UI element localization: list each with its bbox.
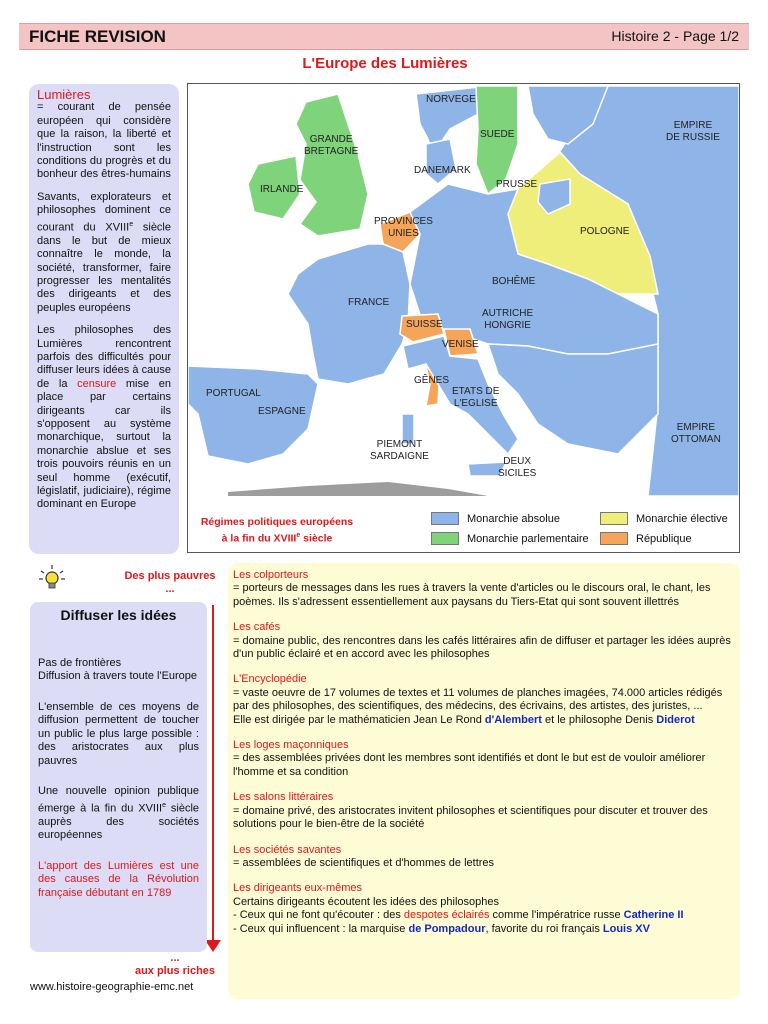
europe-map-shapes xyxy=(188,84,739,496)
map-label-boheme: BOHÊME xyxy=(492,276,536,287)
map-label-russie: EMPIRE DE RUSSIE xyxy=(666,120,720,143)
europe-map xyxy=(187,83,740,553)
lumieres-censure: Les philosophes des Lumières rencontrent parfois des difficultés pour diffuser leurs idées à cause de la censure mise en place par certains dirigeants car ils s'opposent au système monarchique, surtout la monarchie abslue et ses trois pouvoirs réunis en un seul homme (exécutif, législatif, judiciaire), régime dominant en Europe xyxy=(37,324,171,511)
map-label-empire-ottoman: EMPIRE OTTOMAN xyxy=(671,422,721,445)
legend-monarchie-elective: Monarchie élective xyxy=(600,512,728,525)
map-label-etats-eglise: ETATS DE L'EGLISE xyxy=(452,386,500,409)
map-legend-title: Régimes politiques européens à la fin du XVIIIe siècle xyxy=(200,516,354,545)
map-label-pologne: POLOGNE xyxy=(580,226,630,237)
mean-dirigeants: Les dirigeants eux-mêmes Certains dirigeants écoutent les idées des philosophes - Ceux qui ne font qu'écouter : des despotes éclairés comme l'impératrice russe Catherine II - Ceux qui influencent : la marquise de Pompadour, favorite du roi français Louis XV xyxy=(233,882,684,935)
diffuser-revolution: L'apport des Lumières est une des causes de la Révolution française débutant en 1789 xyxy=(38,859,199,899)
legend-swatch xyxy=(431,512,459,525)
map-label-suede: SUEDE xyxy=(480,129,515,140)
map-label-danemark: DANEMARK xyxy=(414,165,471,176)
lumieres-definition: = courant de pensée européen qui considère que la raison, la liberté et l'instruction sont les conditions du progrès et du bonheur des êtres-humains xyxy=(37,101,171,181)
lumieres-title: Lumières xyxy=(37,87,91,102)
page-header xyxy=(19,23,749,50)
label-plus-riches: ... aux plus riches xyxy=(134,952,216,977)
mean-colporteurs: Les colporteurs = porteurs de messages dans les rues à travers la vente d'articles ou le discours oral, le chant, les poèmes. Ils s'adressent essentiellement aux paysans du Tiers-Etat qui sont souvent illettrés xyxy=(233,569,711,608)
mean-encyclopedie: L'Encyclopédie = vaste oeuvre de 17 volumes de textes et 11 volumes de planches imagées, 74.000 articles rédigés par des philosophes, des scientifiques, des médecins, des écrivains, des artistes, des juristes, ... Elle est dirigée par le mathématicien Jean Le Rond d'Alembert et le philosophe Denis Diderot xyxy=(233,673,723,726)
legend-swatch xyxy=(600,512,628,525)
page-indicator: Histoire 2 - Page 1/2 xyxy=(611,28,739,44)
map-label-norvege: NORVEGE xyxy=(426,94,476,105)
map-label-autriche-hongrie: AUTRICHE HONGRIE xyxy=(482,308,534,331)
lumieres-definition-box xyxy=(29,84,179,554)
label-plus-pauvres: Des plus pauvres ... xyxy=(124,570,216,595)
footer-url: www.histoire-geographie-emc.net xyxy=(30,981,194,993)
diffuser-title: Diffuser les idées xyxy=(60,607,177,623)
mean-societes: Les sociétés savantes = assemblées de scientifiques et d'hommes de lettres xyxy=(233,843,495,869)
map-label-venise: VENISE xyxy=(442,339,479,350)
legend-monarchie-parlementaire: Monarchie parlementaire xyxy=(431,532,589,545)
lumieres-savants: Savants, explorateurs et philosophes dominent ce courant du XVIIIe siècle dans le but de mieux connaître le monde, la société, transformer, faire progresser les mentalités des dirigeants et des peuples européens xyxy=(37,190,171,314)
map-label-portugal: PORTUGAL xyxy=(206,388,261,399)
map-label-genes: GÊNES xyxy=(414,375,450,386)
map-label-deux-siciles: DEUX SICILES xyxy=(498,456,537,479)
mean-loges: Les loges maçonniques = des assemblées privées dont les membres sont identifiés et dont le but est de vouloir améliorer l'homme et sa condition xyxy=(233,739,706,778)
sheet-type: FICHE REVISION xyxy=(29,27,166,46)
diffuser-idees-box xyxy=(30,602,207,952)
map-label-irlande: IRLANDE xyxy=(260,184,304,195)
arrow-down-icon xyxy=(205,940,221,952)
lightbulb-icon xyxy=(37,563,67,597)
legend-swatch xyxy=(431,532,459,545)
legend-swatch xyxy=(600,532,628,545)
arrow-line xyxy=(212,605,214,945)
diffuser-frontieres: Pas de frontières Diffusion à travers toute l'Europe xyxy=(38,656,198,682)
legend-monarchie-absolue: Monarchie absolue xyxy=(431,512,560,525)
map-label-espagne: ESPAGNE xyxy=(258,406,306,417)
map-label-piemont-sardaigne: PIEMONT SARDAIGNE xyxy=(370,439,429,462)
diffusion-means-list xyxy=(233,569,733,948)
mean-cafes: Les cafés = domaine public, des rencontres dans les cafés littéraires afin de diffuser et partager les idées auprès d'un public éclairé et en accord avec les philosophes xyxy=(233,621,731,661)
map-label-provinces-unies: PROVINCES UNIES xyxy=(374,216,433,239)
map-label-suisse: SUISSE xyxy=(406,319,443,330)
diffuser-public: L'ensemble de ces moyens de diffusion permettent de toucher un public le plus large possible : des aristocrates aux plus pauvres xyxy=(38,700,199,767)
map-label-france: FRANCE xyxy=(348,297,390,308)
map-label-prusse: PRUSSE xyxy=(496,179,538,190)
map-label-grande-bretagne: GRANDE BRETAGNE xyxy=(304,134,359,157)
mean-salons: Les salons littéraires = domaine privé, des aristocrates invitent philosophes et scientifiques pour discuter et trouver des solutions pour le bien-être de la société xyxy=(233,791,708,831)
legend-republique: République xyxy=(600,532,692,545)
diffuser-opinion: Une nouvelle opinion publique émerge à la fin du XVIIIe siècle auprès des sociétés européennes xyxy=(38,785,200,842)
sheet-title: L'Europe des Lumières xyxy=(302,55,468,72)
